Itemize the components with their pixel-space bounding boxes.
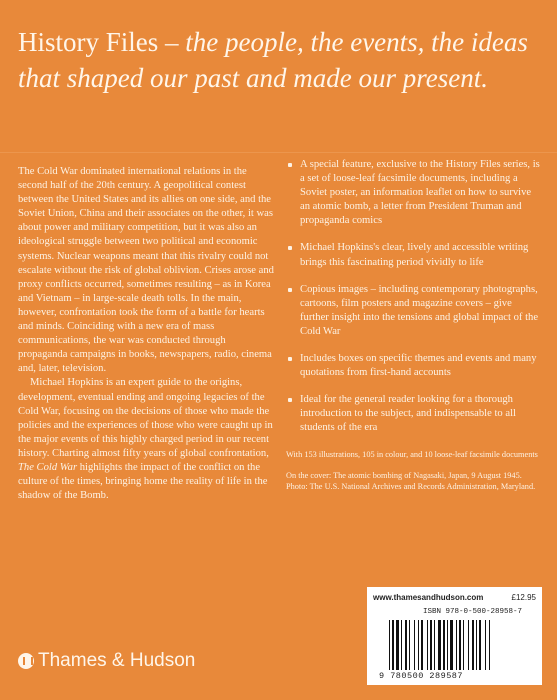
bullet-icon: [288, 288, 292, 292]
barcode-bar: [476, 620, 477, 670]
barcode-bar: [485, 620, 486, 670]
barcode-bar: [443, 620, 445, 670]
series-name: History Files: [18, 27, 159, 57]
barcode-panel: [367, 587, 542, 685]
barcode-bar: [479, 620, 481, 670]
bullet-icon: [288, 398, 292, 402]
barcode-bar: [392, 620, 394, 670]
bullet-icon: [288, 357, 292, 361]
feature-bullet: Includes boxes on specific themes and events and many quotations from first-hand accounts: [286, 352, 541, 380]
book-title: The Cold War: [18, 461, 78, 473]
feature-bullet: A special feature, exclusive to the History Files series, is a set of loose-leaf facsimile documents, including a Soviet poster, an information leaflet on how to survive an atomic bomb, a letter from President Truman and propaganda comics: [286, 158, 541, 228]
barcode-bar: [430, 620, 432, 670]
feature-bullet: Copious images – including contemporary photographs, cartoons, film posters and magazine covers – give further insight into the tensions and global impact of the Cold War: [286, 283, 541, 339]
barcode-bar: [459, 620, 461, 670]
barcode-bar: [450, 620, 453, 670]
series-tagline: the people, the events, the ideas that shaped our past and made our present.: [18, 27, 528, 93]
barcode-bar: [389, 620, 390, 670]
bullet-icon: [288, 246, 292, 250]
divider: [0, 152, 557, 153]
publisher-name: Thames & Hudson: [38, 650, 196, 671]
website-url: www.thamesandhudson.com: [373, 593, 484, 602]
headline: [18, 24, 543, 96]
description-column: [18, 165, 276, 503]
barcode-bar: [438, 620, 441, 670]
barcode-bar: [405, 620, 407, 670]
barcode-bar: [434, 620, 435, 670]
features-column: [286, 158, 541, 502]
barcode-bar: [463, 620, 464, 670]
barcode-bar: [427, 620, 428, 670]
barcode-bar: [468, 620, 469, 670]
description-paragraph-2: Michael Hopkins is an expert guide to the origins, development, eventual ending and ongoing legacies of the Cold War, focusing on the decisions of those who made the policies and the experiences of those who were caught up in the major events of this highly charged period in our recent history. Charting almost fifty years of global confrontation, The Cold War highlights the impact of the conflict on the culture of the times, bringing home the reality of life in the shadow of the Bomb.: [18, 377, 273, 502]
isbn: ISBN 978-0-500-28958-7: [423, 608, 523, 616]
barcode-bar: [414, 620, 415, 670]
barcode-bar: [401, 620, 402, 670]
feature-bullet: Michael Hopkins's clear, lively and accessible writing brings this fascinating period vividly to life: [286, 241, 541, 269]
barcode-bar: [421, 620, 423, 670]
barcode-bar: [447, 620, 448, 670]
barcode-bar: [409, 620, 410, 670]
barcode-bar: [489, 620, 490, 670]
bullet-icon: [288, 163, 292, 167]
cover-credit: On the cover: The atomic bombing of Nagasaki, Japan, 9 August 1945. Photo: The U.S. National Archives and Records Administration, Maryland.: [286, 470, 536, 491]
headline-dash: –: [158, 27, 186, 57]
description-paragraph-1: The Cold War dominated international relations in the second half of the 20th century. A geopolitical contest between the United States and its allies on one side, and the Soviet Union, China and their associates on the other, it was about power and military competition, but it was also an ideological struggle between two political and economic systems. Nuclear weapons meant that this rivalry could not escalate without the risk of global oblivion. Crises arose and proxy conflicts occurred, sometimes resulting – as in Korea and Vietnam – in large-scale death tolls. In the main, however, confrontation took the form of a battle for hearts and minds. Coinciding with a new era of mass communications, the war was conducted through propaganda campaigns in books, newspapers, radio, cinema and, later, television.: [18, 166, 274, 375]
publisher-mark-icon: [18, 653, 34, 669]
publisher-logo: [18, 650, 195, 672]
barcode-digits: 9 780500 289587: [379, 671, 464, 681]
illustrations-note: With 153 illustrations, 105 in colour, and 10 loose-leaf facsimile documents: [286, 449, 538, 459]
barcode-bar: [456, 620, 457, 670]
barcode-icon: [389, 620, 521, 670]
barcode-bar: [472, 620, 474, 670]
barcode-bar: [418, 620, 419, 670]
barcode-bar: [396, 620, 399, 670]
price: £12.95: [511, 593, 536, 602]
feature-bullet: Ideal for the general reader looking for a thorough introduction to the subject, and indispensable to all students of the era: [286, 393, 541, 435]
